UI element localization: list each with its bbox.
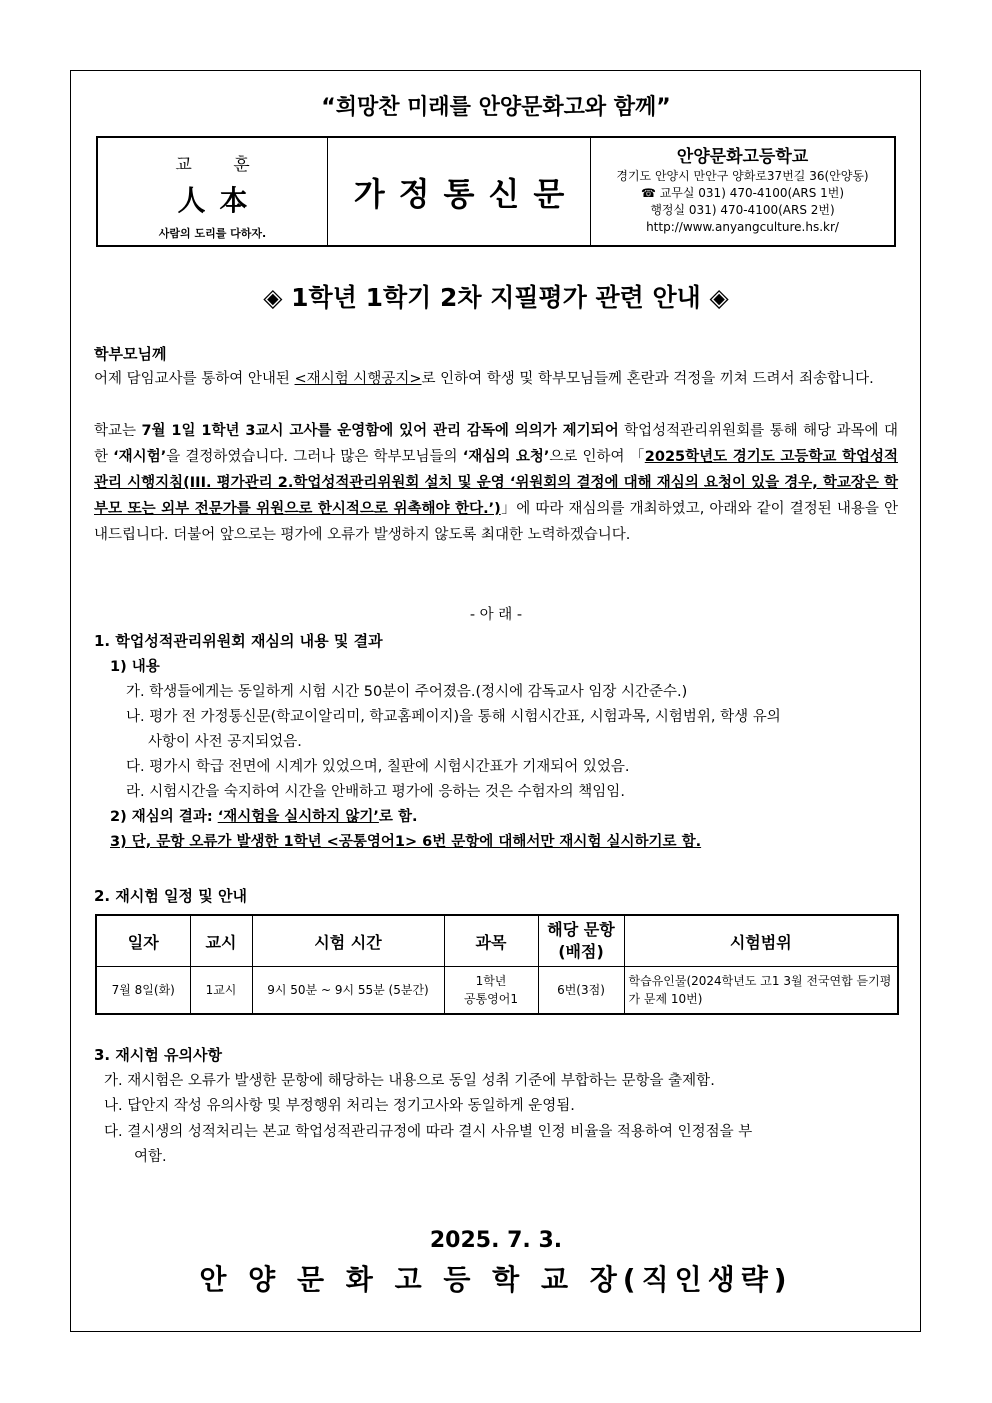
school-info (591, 138, 894, 245)
item-ra: 라. 시험시간을 숙지하여 시간을 안배하고 평가에 응하는 것은 수험자의 책임임. (126, 784, 625, 800)
issue-date: 2025. 7. 3. (429, 1228, 563, 1253)
notice-ga: 가. 재시험은 오류가 발생한 문항에 해당하는 내용으로 동일 성취 기준에 부합하는 문항을 출제함. (104, 1073, 715, 1089)
section-1-title: 1. 학업성적관리위원회 재심의 내용 및 결과 (94, 632, 383, 650)
col-time: 시험 시간 (252, 915, 444, 967)
school-name: 안양문화고등학교 (676, 147, 809, 167)
item-na-cont: 사항이 사전 공지되었음. (148, 734, 302, 750)
cell-date: 7월 8일(화) (96, 967, 190, 1015)
section-1-sub2: 2) 재심의 결과: ‘재시험을 실시하지 않기’로 함. (110, 809, 418, 825)
cell-time: 9시 50분 ~ 9시 55분 (5분간) (252, 967, 444, 1015)
paragraph-2: 학교는 7월 1일 1학년 3교시 고사를 운영함에 있어 관리 감독에 의의가 제기되어 학업성적관리위원회를 통해 해당 과목에 대한 ‘재시험’을 결정하였습니다. 그러나 많은 학부모님들의 ‘재심의 요청’으로 인하여 「2025학년도 경기도 고등학교 학업성적관리 시행지침(III. 평가관리 2.학업성적관리위원회 설치 및 운영 ‘위원회의 결정에 대해 재심의 요청이 있을 경우, 학교장은 학부모 또는 외부 전문가를 위원으로 한시적으로 위촉해야 한다.’)」에 따라 재심의를 개최하였고, 아래와 같이 결정된 내용을 안내드립니다. 더불어 앞으로는 평가에 오류가 발생하지 않도록 최대한 노력하겠습니다. (94, 423, 898, 543)
greeting: 학부모님께 (94, 345, 167, 363)
item-na: 나. 평가 전 가정통신문(학교이알리미, 학교홈페이지)을 통해 시험시간표, 시험과목, 시험범위, 학생 유의 (126, 709, 781, 725)
letterhead (96, 136, 896, 247)
notice-heading: - 아 래 - (469, 607, 523, 623)
cell-item: 6번(3점) (538, 967, 624, 1015)
motto-description: 사람의 도리를 다하자. (158, 227, 267, 240)
col-period: 교시 (190, 915, 252, 967)
motto-label: 교 훈 (175, 155, 268, 175)
section-1-sub3: 3) 단, 문항 오류가 발생한 1학년 <공통영어1> 6번 문항에 대해서만 재시험 실시하기로 함. (110, 834, 702, 850)
cell-subject: 1학년 공통영어1 (444, 967, 538, 1015)
col-date: 일자 (96, 915, 190, 967)
notice-na: 나. 답안지 작성 유의사항 및 부정행위 처리는 정기고사와 동일하게 운영됨. (104, 1098, 575, 1114)
guideline-citation: 2025학년도 경기도 고등학교 학업성적관리 시행지침(III. 평가관리 2.학업성적관리위원회 설치 및 운영 ‘위원회의 결정에 대해 재심의 요청이 있을 경우, 학교장은 학부모 또는 외부 전문가를 위원으로 한시적으로 위촉해야 한다.’) (94, 449, 898, 517)
doc-type: 가정통신문 (328, 138, 591, 245)
phone-admin: 행정실 031) 470-4100(ARS 2번) (650, 203, 835, 217)
school-address: 경기도 안양시 만안구 양화로37번길 36(안양동) (616, 169, 869, 183)
page-title: ◈ 1학년 1학기 2차 지필평가 관련 안내 ◈ (263, 283, 729, 312)
col-range: 시험범위 (624, 915, 898, 967)
school-url[interactable]: http://www.anyangculture.hs.kr/ (646, 220, 839, 234)
paragraph-1: 어제 담임교사를 통하여 안내된 <재시험 시행공지>로 인하여 학생 및 학부모님들께 혼란과 걱정을 끼쳐 드려서 죄송합니다. (94, 371, 874, 387)
section-1-sub1: 1) 내용 (110, 659, 160, 675)
notice-da-cont: 여함. (134, 1149, 167, 1165)
section-3-title: 3. 재시험 유의사항 (94, 1046, 223, 1064)
col-subject: 과목 (444, 915, 538, 967)
col-item: 해당 문항 (배점) (538, 915, 624, 967)
table-row (96, 967, 898, 1015)
cell-period: 1교시 (190, 967, 252, 1015)
motto-hanja: 人本 (177, 184, 262, 217)
notice-da: 다. 결시생의 성적처리는 본교 학업성적관리규정에 따라 결시 사유별 인정 비율을 적용하여 인정점을 부 (104, 1124, 753, 1140)
section-2-title: 2. 재시험 일정 및 안내 (94, 887, 247, 905)
signer: 안 양 문 화 고 등 학 교 장(직인생략) (199, 1263, 793, 1296)
school-motto: “희망찬 미래를 안양문화고와 함께” (321, 95, 671, 120)
item-da: 다. 평가시 학급 전면에 시계가 있었으며, 칠판에 시험시간표가 기재되어 있었음. (126, 759, 630, 775)
table-header-row (96, 915, 898, 967)
phone-academic: ☎ 교무실 031) 470-4100(ARS 1번) (640, 186, 845, 200)
item-ga: 가. 학생들에게는 동일하게 시험 시간 50분이 주어졌음.(정시에 감독교사 임장 시간준수.) (126, 684, 688, 700)
cell-range: 학습유인물(2024학년도 고1 3월 전국연합 듣기평가 문제 10번) (624, 967, 898, 1015)
notice-reference: <재시험 시행공지> (294, 371, 422, 387)
retest-schedule-table (95, 914, 899, 1015)
motto-cell (98, 138, 328, 245)
